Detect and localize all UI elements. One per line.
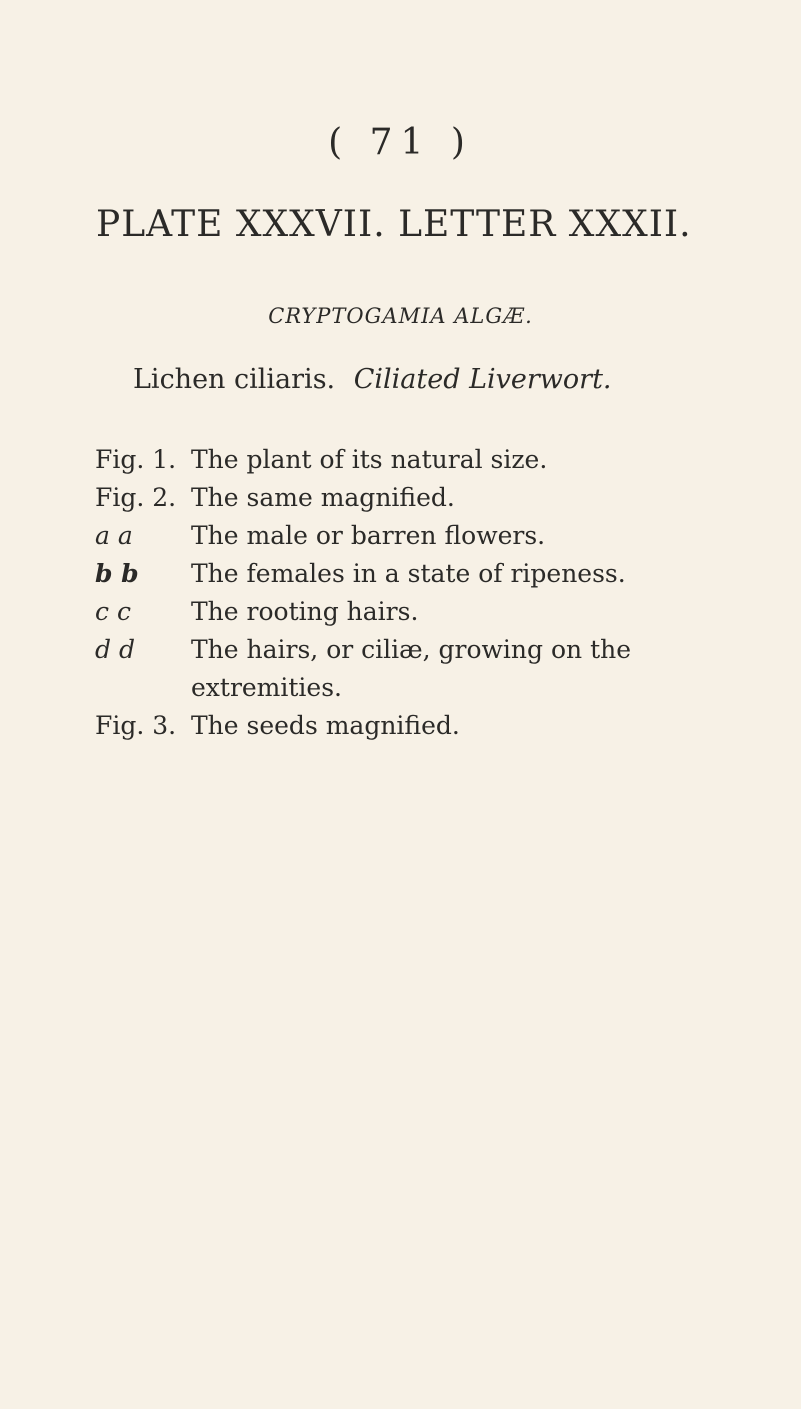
legend-label: Fig. 2. — [95, 483, 177, 512]
legend-text: The male or barren flowers. — [191, 521, 546, 550]
legend-label: b b — [95, 559, 139, 588]
class-title: CRYPTOGAMIA ALGÆ. — [268, 304, 533, 328]
legend-entry-d-continued — [95, 669, 795, 707]
legend-text: The seeds magnified. — [191, 711, 460, 740]
figure-legend — [95, 441, 795, 745]
legend-label: a a — [95, 521, 133, 550]
legend-text: The hairs, or ciliæ, growing on the — [191, 635, 632, 664]
legend-entry-d — [95, 631, 795, 669]
species-heading — [133, 364, 612, 395]
legend-entry-c — [95, 593, 795, 631]
species-latin-name: Lichen ciliaris. — [133, 364, 336, 395]
legend-text: The plant of its natural size. — [191, 445, 548, 474]
legend-text: The females in a state of ripeness. — [191, 559, 626, 588]
legend-label: d d — [95, 635, 135, 664]
legend-label — [95, 669, 191, 707]
legend-entry-a — [95, 517, 795, 555]
page-number: ( 71 ) — [328, 122, 473, 163]
legend-label: Fig. 3. — [95, 711, 177, 740]
legend-label: Fig. 1. — [95, 445, 177, 474]
legend-entry-fig-2 — [95, 479, 795, 517]
legend-entry-fig-3 — [95, 707, 795, 745]
legend-label: c c — [95, 597, 131, 626]
species-common-name: Ciliated Liverwort. — [353, 364, 612, 395]
legend-entry-fig-1 — [95, 441, 795, 479]
legend-entry-b — [95, 555, 795, 593]
plate-title: PLATE XXXVII. LETTER XXXII. — [96, 204, 692, 245]
legend-text: The same magnified. — [191, 483, 455, 512]
legend-text: The rooting hairs. — [191, 597, 419, 626]
legend-text: extremities. — [191, 673, 343, 702]
